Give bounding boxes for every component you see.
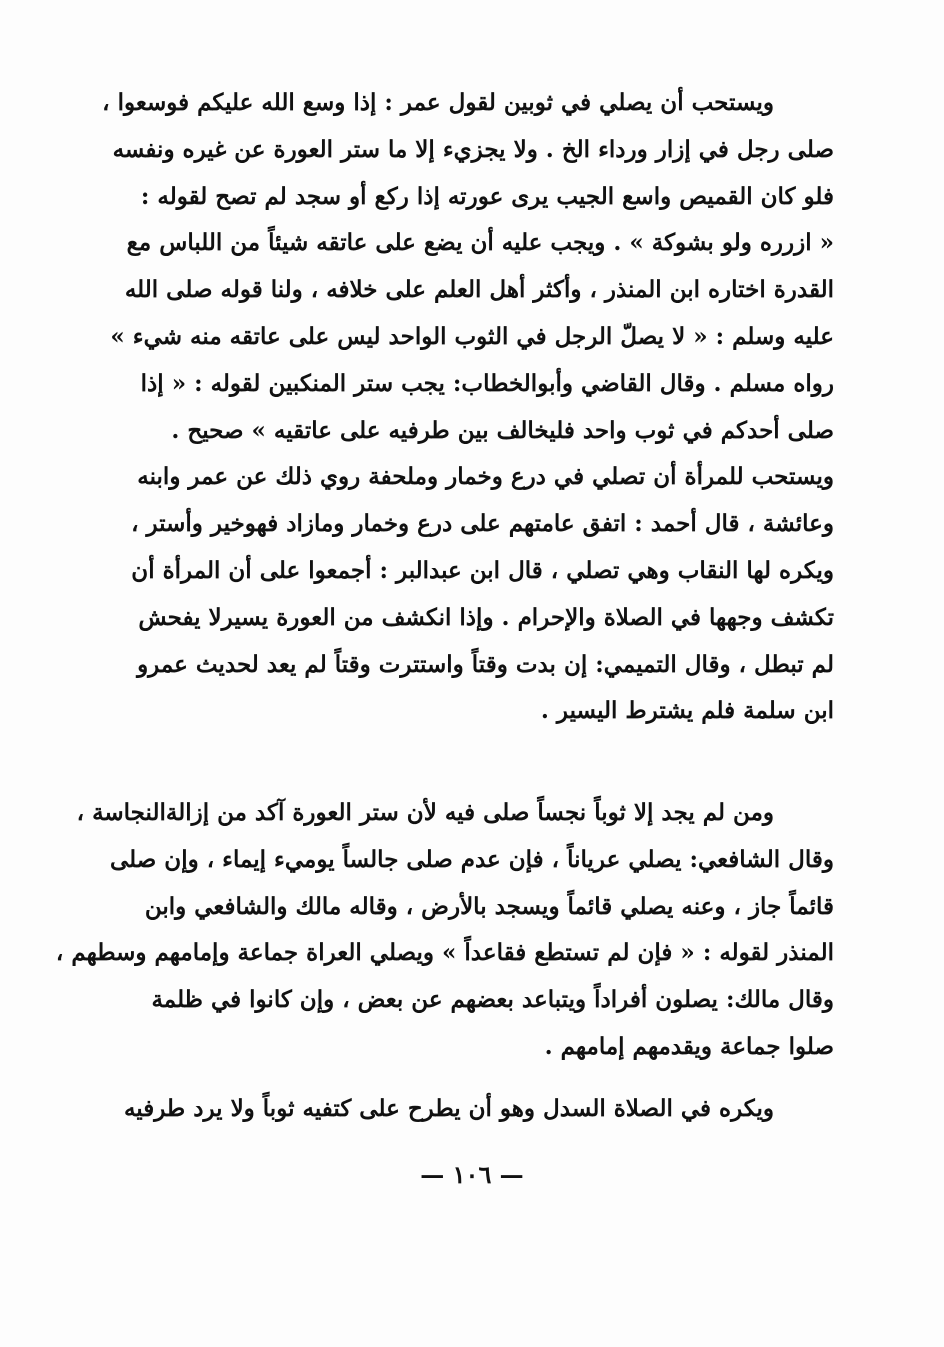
paragraph-1 <box>102 80 834 735</box>
text-line: صلى رجل في إزار ورداء الخ . ولا يجزيء إلا ما ستر العورة عن غيره ونفسه <box>112 135 834 163</box>
text-line: ومن لم يجد إلا ثوباً نجساً صلى فيه لأن ستر العورة آكد من إزالةالنجاسة ، <box>76 799 774 826</box>
text-line: « ازرره ولو بشوكة » . ويجب عليه أن يضع على عاتقه شيئاً من اللباس مع <box>126 229 834 257</box>
text-line: وقال الشافعي: يصلي عرياناً ، فإن عدم صلى جالساً يوميء إيماء ، وإن صلى <box>109 845 834 873</box>
text-line: ويستحب أن يصلي في ثوبين لقول عمر : إذا وسع الله عليكم فوسعوا ، <box>102 89 774 116</box>
text-line: وعائشة ، قال أحمد : اتفق عامتهم على درع وخمار ومازاد فهوخير وأستر ، <box>131 510 834 538</box>
paragraph-3 <box>123 1086 834 1133</box>
paragraph-2 <box>55 790 834 1071</box>
text-line: وقال مالك: يصلون أفراداً ويتباعد بعضهم عن بعض ، وإن كانوا في ظلمة <box>151 986 834 1014</box>
text-line: القدرة اختاره ابن المنذر ، وأكثر أهل العلم على خلافه ، ولنا قوله صلى الله <box>124 276 834 304</box>
text-line: المنذر لقوله : « فإن لم تستطع فقاعداً » ويصلي العراة جماعة وإمامهم وسطهم ، <box>55 939 834 967</box>
text-line: قائماً جاز ، وعنه يصلي قائماً ويسجد بالأرض ، وقاله مالك والشافعي وابن <box>144 892 834 920</box>
text-line: صلى أحدكم في ثوب واحد فليخالف بين طرفيه على عاتقيه » صحيح . <box>171 416 834 444</box>
text-line: ابن سلمة فلم يشترط اليسير . <box>540 697 834 725</box>
text-line: تكشف وجهها في الصلاة والإحرام . وإذا انكشف من العورة يسيرلا يفحش <box>138 603 834 631</box>
text-line: ويكره في الصلاة السدل وهو أن يطرح على كتفيه ثوباً ولا يرد طرفيه <box>123 1095 774 1122</box>
text-line: رواه مسلم . وقال القاضي وأبوالخطاب: يجب ستر المنكبين لقوله : « إذا <box>140 369 834 397</box>
text-line: ويستحب للمرأة أن تصلي في درع وخمار وملحفة روي ذلك عن عمر وابنه <box>137 463 834 491</box>
page-number: — ١٠٦ — <box>420 1160 524 1189</box>
text-line: لم تبطل ، وقال التميمي: إن بدت وقتاً واستترت وقتاً لم يعد لحديث عمرو <box>137 650 834 678</box>
text-line: عليه وسلم : « لا يصلّ الرجل في الثوب الواحد ليس على عاتقه منه شيء » <box>110 322 834 350</box>
text-line: فلو كان القميص واسع الجيب يرى عورته إذا ركع أو سجد لم تصح لقوله : <box>140 182 834 210</box>
text-line: صلوا جماعة ويقدمهم إمامهم . <box>544 1032 834 1060</box>
text-line: ويكره لها النقاب وهي تصلي ، قال ابن عبدالبر : أجمعوا على أن المرأة أن <box>131 556 834 584</box>
